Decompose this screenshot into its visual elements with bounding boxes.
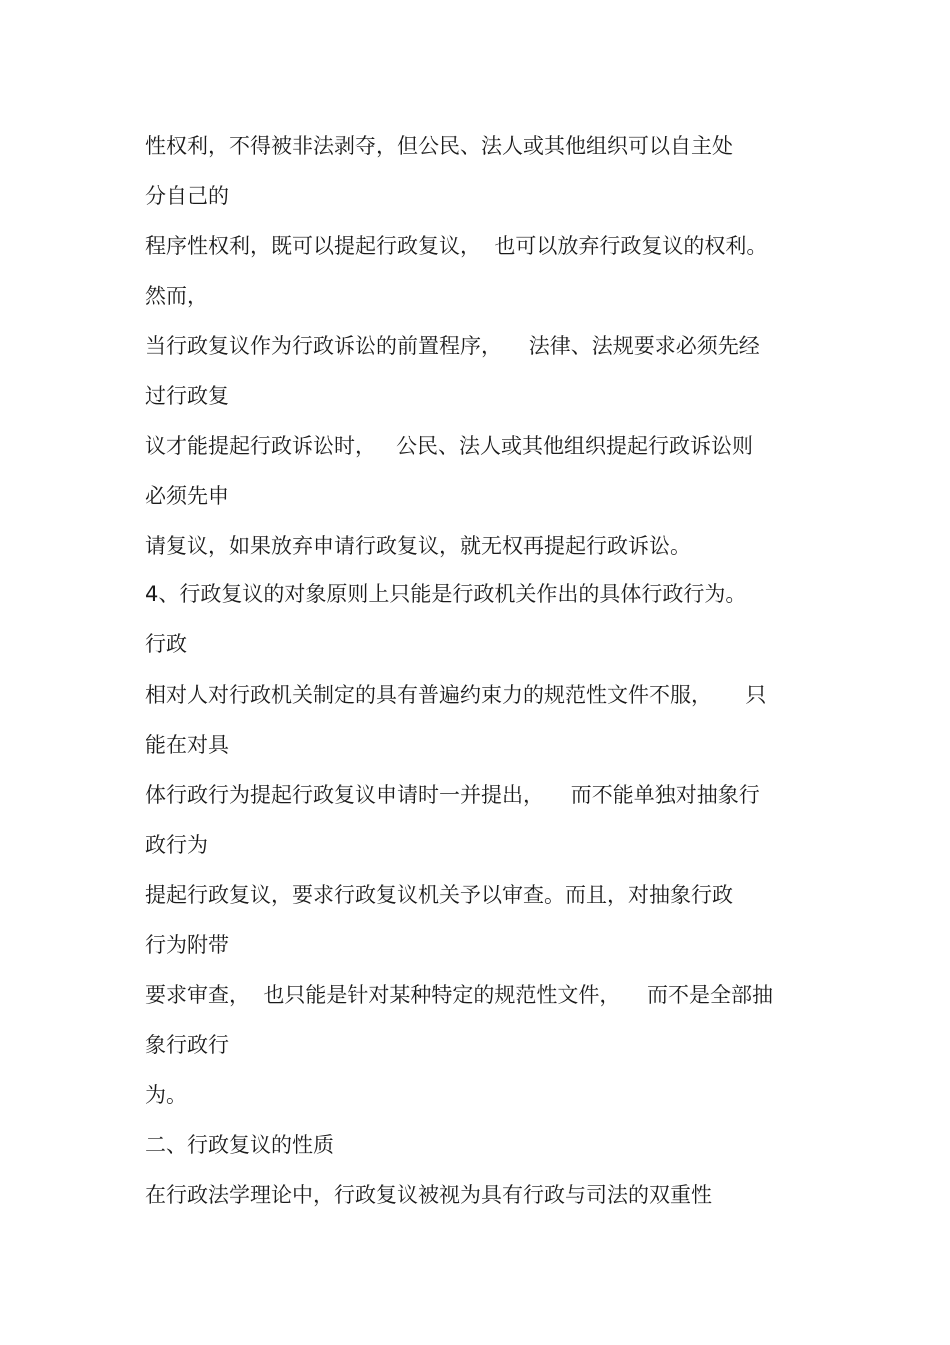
text-line: 行为附带	[145, 933, 229, 957]
text-line: 体行政行为提起行政复议申请时一并提出， 而不能单独对抽象行	[145, 783, 760, 807]
text-line: 4、行政复议的对象原则上只能是行政机关作出的具体行政行为。	[145, 582, 747, 606]
text-line: 要求审查， 也只能是针对某种特定的规范性文件， 而不是全部抽	[145, 983, 774, 1007]
text-line: 程序性权利，既可以提起行政复议， 也可以放弃行政复议的权利。	[145, 234, 768, 258]
text-line: 必须先申	[145, 484, 229, 508]
text-line: 象行政行	[145, 1033, 229, 1057]
text-line: 相对人对行政机关制定的具有普遍约束力的规范性文件不服， 只	[145, 683, 767, 707]
text-line: 当行政复议作为行政诉讼的前置程序， 法律、法规要求必须先经	[145, 334, 760, 358]
text-line: 请复议，如果放弃申请行政复议，就无权再提起行政诉讼。	[145, 534, 691, 558]
text-line: 在行政法学理论中，行政复议被视为具有行政与司法的双重性	[145, 1183, 712, 1207]
text-line: 行政	[145, 632, 187, 656]
section-heading: 二、行政复议的性质	[145, 1133, 334, 1157]
text-line: 提起行政复议，要求行政复议机关予以审查。而且，对抽象行政	[145, 883, 733, 907]
text-line: 议才能提起行政诉讼时， 公民、法人或其他组织提起行政诉讼则	[145, 434, 754, 458]
text-line: 能在对具	[145, 733, 229, 757]
text-line: 分自己的	[145, 184, 229, 208]
text-line: 过行政复	[145, 384, 229, 408]
text-line: 然而，	[145, 284, 208, 308]
text-line: 为。	[145, 1083, 187, 1107]
text-line: 政行为	[145, 833, 208, 857]
text-line: 性权利，不得被非法剥夺，但公民、法人或其他组织可以自主处	[145, 134, 733, 158]
